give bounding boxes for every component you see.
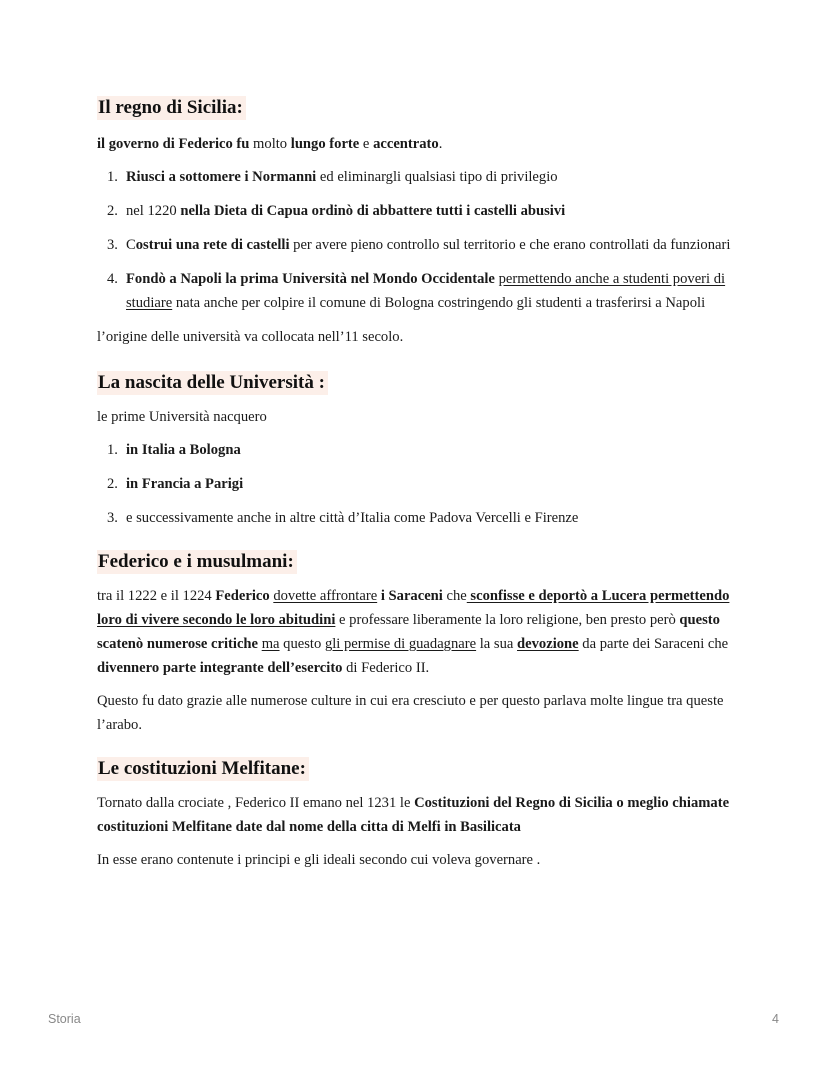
musulmani-paragraph-2: Questo fu dato grazie alle numerose culture in cui era cresciuto e per questo parlava molte lingue tra queste l’arabo. xyxy=(97,693,724,733)
item-bold: ostrui una rete di castelli xyxy=(135,237,290,253)
list-item xyxy=(97,506,737,530)
section-intro: le prime Università nacquero xyxy=(97,409,267,425)
para-text: Tornato dalla crociate , Federico II emano nel 1231 le xyxy=(97,795,415,811)
list-item xyxy=(97,472,737,496)
para-text: e professare liberamente la loro religione, ben presto però xyxy=(335,612,680,628)
item-text: nel 1220 xyxy=(126,203,181,219)
list-item xyxy=(97,233,737,257)
item-text: nata anche per colpire il comune di Bologna costringendo gli studenti a trasferirsi a Napoli xyxy=(172,295,706,311)
para-underlined: ma xyxy=(261,636,280,652)
footer-subject: Storia xyxy=(48,1012,81,1026)
item-text: ed eliminargli qualsiasi tipo di privilegio xyxy=(316,169,558,185)
intro-bold-3: accentrato xyxy=(373,136,439,152)
universita-list xyxy=(97,438,737,530)
document-page xyxy=(97,96,737,881)
para-bold-underlined: sconfisse e deportò a Lucera permettendo loro di vivere secondo le loro abitudini xyxy=(97,588,730,628)
list-item xyxy=(97,438,737,462)
section-heading-costituzioni: Le costituzioni Melfitane: xyxy=(97,757,309,781)
section-heading-regno-sicilia: Il regno di Sicilia: xyxy=(97,96,246,120)
list-item xyxy=(97,199,737,223)
para-text: la sua xyxy=(476,636,518,652)
para-bold: Federico xyxy=(215,588,270,604)
para-text: tra il 1222 e il 1224 xyxy=(97,588,216,604)
para-bold: divennero parte integrante dell’esercito xyxy=(97,660,343,676)
item-text: C xyxy=(126,237,136,253)
intro-text-2: e xyxy=(359,136,374,152)
list-item xyxy=(97,165,737,189)
list-number: 1. xyxy=(107,442,118,458)
para-bold: questo scatenò numerose critiche xyxy=(97,612,720,652)
para-text: di Federico II. xyxy=(342,660,430,676)
section-heading-nascita-universita: La nascita delle Università : xyxy=(97,371,328,395)
item-bold: in Italia a Bologna xyxy=(126,442,241,458)
para-bold-underlined: devozione xyxy=(517,636,579,652)
costituzioni-paragraph-2: In esse erano contenute i principi e gli ideali secondo cui voleva governare . xyxy=(97,852,541,868)
list-number: 1. xyxy=(107,169,118,185)
list-number: 2. xyxy=(107,203,118,219)
costituzioni-paragraph xyxy=(97,791,737,839)
intro-text-1: molto xyxy=(249,136,291,152)
item-bold: nella Dieta di Capua ordinò di abbattere tutti i castelli abusivi xyxy=(180,203,566,219)
list-number: 4. xyxy=(107,271,118,287)
musulmani-paragraph xyxy=(97,584,737,680)
section-heading-federico-musulmani: Federico e i musulmani: xyxy=(97,550,297,574)
para-text: da parte dei Saraceni che xyxy=(578,636,729,652)
regno-list xyxy=(97,165,737,315)
item-text: per avere pieno controllo sul territorio e che erano controllati da funzionari xyxy=(289,237,731,253)
section-intro xyxy=(97,132,737,156)
item-bold: in Francia a Parigi xyxy=(126,476,244,492)
item-bold: Riusci a sottomere i Normanni xyxy=(126,169,317,185)
para-underlined: gli permise di guadagnare xyxy=(324,636,477,652)
para-underlined: dovette affrontare xyxy=(273,588,378,604)
item-underlined: permettendo anche a studenti poveri di studiare xyxy=(126,271,726,311)
intro-bold-2: lungo forte xyxy=(290,136,360,152)
list-number: 2. xyxy=(107,476,118,492)
list-number: 3. xyxy=(107,510,118,526)
item-text: e successivamente anche in altre città d’Italia come Padova Vercelli e Firenze xyxy=(126,510,579,526)
intro-text-3: . xyxy=(438,136,443,152)
para-text: che xyxy=(442,588,467,604)
intro-bold-1: il governo di Federico fu xyxy=(97,136,250,152)
list-number: 3. xyxy=(107,237,118,253)
section-outro: l’origine delle università va collocata nell’11 secolo. xyxy=(97,329,404,345)
list-item xyxy=(97,267,737,315)
footer-page-number: 4 xyxy=(772,1012,779,1026)
para-bold: Costituzioni del Regno di Sicilia o meglio chiamate costituzioni Melfitane date dal nome della citta di Melfi in Basilicata xyxy=(97,795,730,835)
para-text: questo xyxy=(279,636,325,652)
item-bold: Fondò a Napoli la prima Università nel Mondo Occidentale xyxy=(126,271,495,287)
para-bold: i Saraceni xyxy=(380,588,443,604)
